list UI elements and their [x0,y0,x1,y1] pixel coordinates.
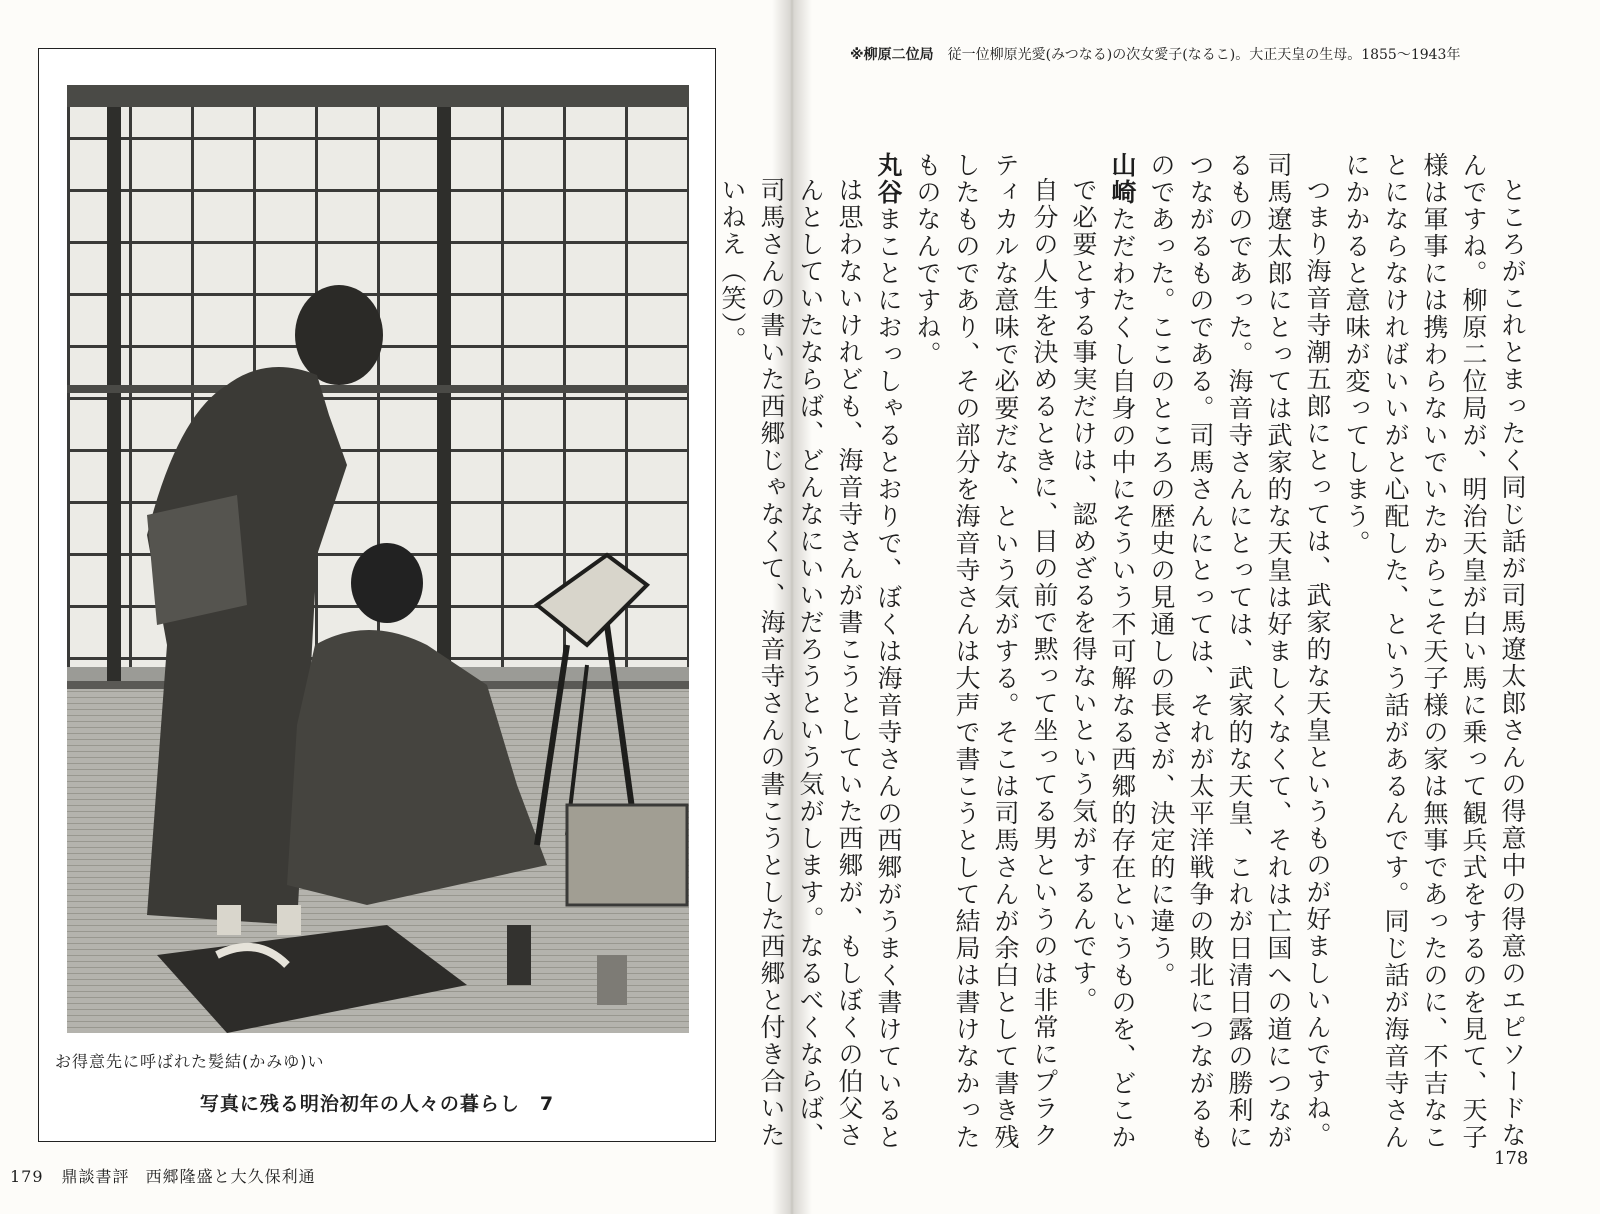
left-folio [10,1164,316,1187]
series-title: 写真に残る明治初年の人々の暮らし 7 [199,1093,555,1115]
archival-photo [67,85,689,1033]
speaker-paragraph [713,152,908,1156]
footnote [850,42,1530,68]
speaker-name: 丸谷 [874,152,903,206]
hairdresser-photo-illustration [67,85,689,1033]
footnote-text: 従一位柳原光愛(みつなる)の次女愛子(なるこ)。大正天皇の生母。1855～1943年 [947,47,1461,63]
left-page-number: 179 [10,1167,44,1186]
paragraph-text: つまり海音寺潮五郎にとっては、武家的な天皇というものが好ましいんですね。司馬遼太郎にとっては武家的な天皇は好ましくなくて、それは亡国への道につながるものであった。海音寺さんにとっては、武家的な天皇、これが日清日露の勝利につながるものである。司馬さんにとっては、それが太平洋戦争の敗北につながるものであった。ここのところの歴史の見通しの長さが、決定的に違う。 [1147,152,1332,1151]
paragraph [1142,152,1337,1156]
paragraph-text: 自分の人生を決めるときに、目の前で黙って坐ってる男というのは非常にプラクティカルな意味で必要だな、という気がする。そこは司馬さんが余白として書き残したものであり、その部分を海音寺さんは大声で書こうとして結局は書けなかったものなんですね。 [913,152,1059,1151]
photo-frame [38,48,716,1142]
running-head-chapter-title: 西郷隆盛と大久保利通 [145,1167,316,1186]
footnote-label: ※柳原二位局 [850,47,934,63]
paragraph-text: まことにおっしゃるとおりで、ぼくは海音寺さんの西郷がうまく書けているとは思わないけれども、海音寺さんが書こうとしていた西郷が、もしぼくの伯父さんとしていたならば、どんなにいいだろうという気がします。なるべくならば、司馬さんの書いた西郷じゃなくて、海音寺さんの書こうとした西郷と付き合いたいねえ（笑）。 [718,177,903,1151]
photo-caption: お得意先に呼ばれた髪結(かみゆ)い [55,1052,325,1071]
vertical-body-text [718,152,1532,1156]
paragraph [1337,152,1532,1156]
paragraph [908,152,1064,1156]
speaker-paragraph [1064,152,1142,1156]
right-page-number: 178 [1494,1148,1529,1169]
paragraph-text: ただわたくし自身の中にそういう不可解なる西郷的存在というものを、どこかで必要とする事実だけは、認めざるを得ないという気がするんです。 [1069,177,1137,1151]
running-head-book-title: 鼎談書評 [61,1167,130,1186]
speaker-name: 山崎 [1108,152,1137,206]
paragraph-text: ところがこれとまったく同じ話が司馬遼太郎さんの得意中の得意のエピソードなんですね。柳原二位局が、明治天皇が白い馬に乗って観兵式をするのを見て、天子様は軍事には携わらないでいたからこそ天子様の家は無事であったのに、不吉なことにならなければいいがと心配した、という話があるんです。同じ話が海音寺さんにかかると意味が変ってしまう。 [1342,152,1527,1151]
